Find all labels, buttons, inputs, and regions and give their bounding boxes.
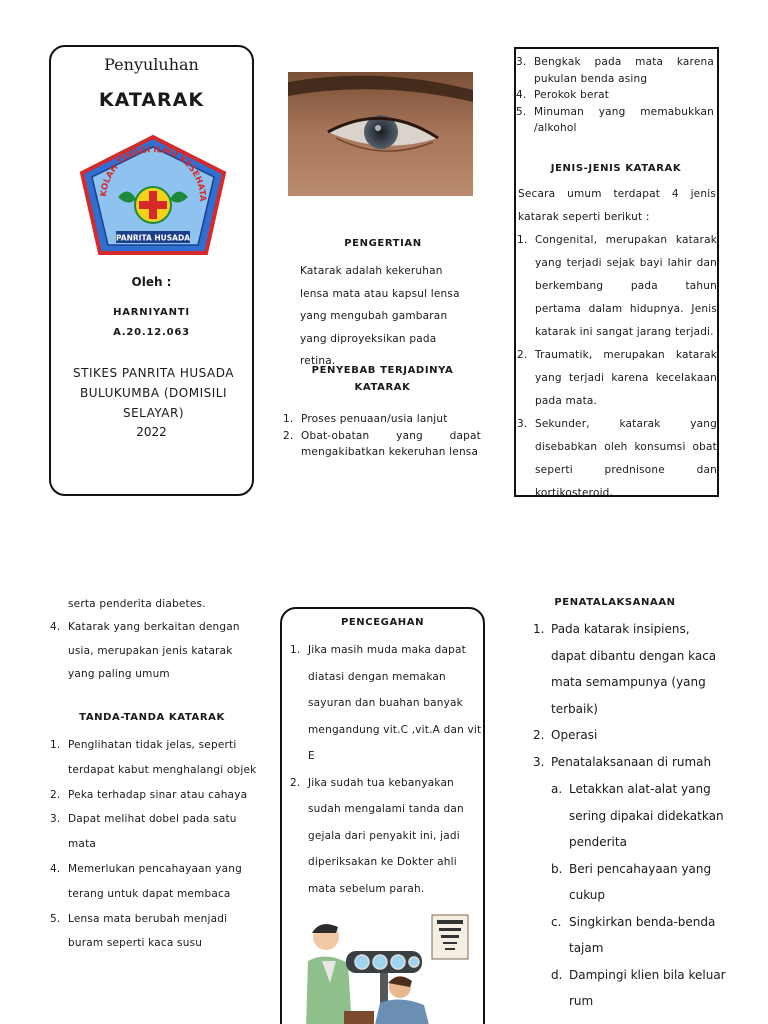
penatalaksanaan-heading: PENATALAKSANAAN (554, 597, 676, 608)
list-item: c. Singkirkan benda-benda tajam (551, 914, 716, 955)
list-item: 3. Penatalaksanaan di rumah (533, 754, 712, 769)
list-item: 4. Perokok berat (516, 89, 610, 101)
cover-year: 2022 (136, 425, 167, 439)
jenis-continued-text: serta penderita diabetes. (68, 598, 206, 610)
list-item: 2. Operasi (533, 728, 598, 742)
cover-title: KATARAK (98, 89, 205, 111)
jenis-list (517, 229, 717, 505)
list-item: 1. Proses penuaan/usia lanjut (283, 413, 448, 425)
penyebab-list-continued (516, 54, 714, 137)
author-id: A.20.12.063 (113, 327, 190, 338)
penatalaksanaan-list (533, 616, 723, 775)
penatalaksanaan-sublist (551, 776, 726, 1015)
penyebab-heading: PENYEBAB TERJADINYA KATARAK (311, 365, 454, 393)
pencegahan-list (290, 637, 482, 902)
list-item: 5. Lensa mata berubah menjadi buram seperti kaca susu (50, 912, 228, 950)
jenis-panel (514, 47, 719, 497)
eye-photo (288, 72, 473, 196)
tanda-heading: TANDA-TANDA KATARAK (79, 712, 225, 723)
list-item: 2. Obat-obatan yang dapat mengakibatkan kekeruhan lensa (283, 429, 481, 458)
pengertian-text: Katarak adalah kekeruhan lensa mata atau kapsul lensa yang mengubah gambaran yang diproyeksikan pada retina. (300, 265, 460, 367)
by-label: Oleh : (131, 275, 172, 289)
author-name: HARNIYANTI (113, 307, 190, 318)
list-item: 1. Congenital, merupakan katarak yang terjadi sejak bayi lahir dan berkembang pada tahun pertama dalam hidupnya. Jenis katarak ini sangat jarang terjadi. (517, 234, 717, 338)
list-item: 3. Dapat melihat dobel pada satu mata (50, 813, 237, 851)
list-item: 1. Pada katarak insipiens, dapat dibantu dengan kaca mata semampunya (yang terbaik) (533, 622, 717, 716)
eye-exam-illustration (304, 911, 474, 1024)
jenis-heading: JENIS-JENIS KATARAK (550, 163, 682, 174)
list-item: a. Letakkan alat-alat yang sering dipakai didekatkan penderita (551, 782, 724, 849)
list-item: 2. Peka terhadap sinar atau cahaya (50, 788, 248, 801)
list-item: 4. Katarak yang berkaitan dengan usia, merupakan jenis katarak yang paling umum (50, 621, 240, 680)
pengertian-heading: PENGERTIAN (344, 238, 422, 249)
list-item: 2. Jika sudah tua kebanyakan sudah mengalami tanda dan gejala dari penyakit ini, jadi diperiksakan ke Dokter ahli mata sebelum parah. (290, 776, 464, 895)
jenis-list-continued (50, 616, 260, 687)
cover-label: Penyuluhan (104, 55, 199, 74)
pencegahan-panel (280, 607, 485, 1024)
list-item: 5. Minuman yang memabukkan /alkohol (516, 105, 714, 134)
list-item: 4. Memerlukan pencahayaan yang terang untuk dapat membaca (50, 862, 242, 900)
penyebab-list (283, 411, 481, 461)
cover-panel (49, 45, 254, 496)
jenis-intro: Secara umum terdapat 4 jenis katarak seperti berikut : (518, 188, 716, 223)
list-item: 2. Traumatik, merupakan katarak yang terjadi karena kecelakaan pada mata. (517, 349, 717, 407)
pencegahan-heading: PENCEGAHAN (340, 617, 425, 628)
list-item: 1. Penglihatan tidak jelas, seperti terdapat kabut menghalangi objek (50, 739, 257, 776)
list-item: d. Dampingi klien bila keluar rum (551, 967, 726, 1008)
institution-name: STIKES PANRITA HUSADA BULUKUMBA (DOMISILI SELAYAR) (73, 366, 234, 420)
list-item: b. Beri pencahayaan yang cukup (551, 861, 712, 902)
list-item: 1. Jika masih muda maka dapat diatasi dengan memakan sayuran dan buahan banyak mengandung vit.C ,vit.A dan vit E (290, 644, 482, 762)
list-item: 3. Bengkak pada mata karena pukulan benda asing (516, 56, 714, 85)
logo-text-top: KOLAH TINGGI ILMU KESEHATA (98, 144, 208, 202)
institution-logo (78, 133, 228, 265)
logo-text-bottom: PANRITA HUSADA (115, 233, 191, 243)
list-item: 3. Sekunder, katarak yang disebabkan oleh konsumsi obat seperti prednisone dan kortikosteroid, (517, 418, 717, 499)
tanda-list (50, 733, 260, 956)
